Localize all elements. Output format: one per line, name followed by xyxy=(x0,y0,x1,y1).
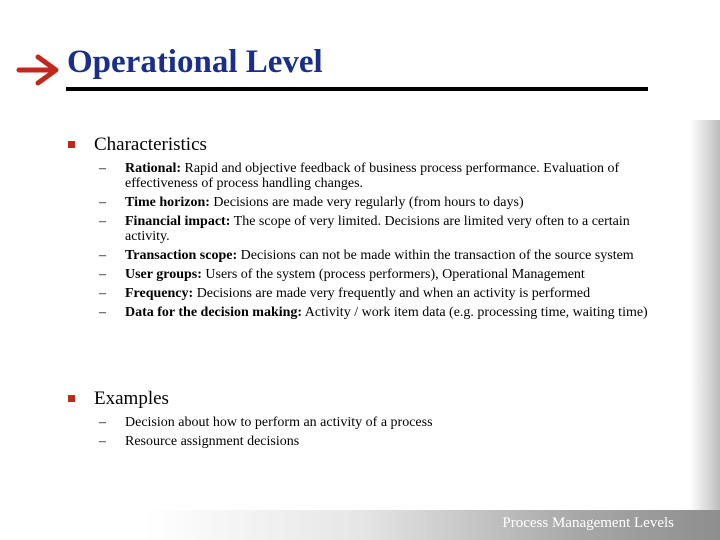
list-item xyxy=(68,415,670,430)
arrow-right-icon xyxy=(16,52,62,88)
characteristics-list xyxy=(68,161,670,320)
item-text: Decision about how to perform an activity of a process xyxy=(125,415,433,430)
item-text: Decisions can not be made within the transaction of the source system xyxy=(237,248,634,263)
item-text: Activity / work item data (e.g. processing time, waiting time) xyxy=(302,305,648,320)
item-label: Time horizon: xyxy=(125,195,210,210)
item-text: Users of the system (process performers), Operational Management xyxy=(201,267,585,282)
item-text: Decisions are made very frequently and when an activity is performed xyxy=(193,286,591,301)
section-heading xyxy=(68,134,670,156)
item-label: Transaction scope: xyxy=(125,248,238,263)
item-text: Decisions are made very regularly (from hours to days) xyxy=(209,195,524,210)
footer-bar xyxy=(0,510,720,540)
list-item xyxy=(68,248,670,263)
section-characteristics xyxy=(68,134,670,324)
section-heading xyxy=(68,388,670,410)
item-text: The scope of very limited. Decisions are limited very often to a certain activity. xyxy=(125,214,630,244)
list-item xyxy=(68,305,670,320)
item-text: Resource assignment decisions xyxy=(125,434,300,449)
dash-bullet: – xyxy=(99,267,106,282)
dash-bullet: – xyxy=(99,161,106,176)
section-heading-text: Characteristics xyxy=(94,134,207,155)
list-item xyxy=(68,214,670,244)
list-item xyxy=(68,434,670,449)
section-examples xyxy=(68,388,670,453)
dash-bullet: – xyxy=(99,195,106,210)
square-bullet-icon xyxy=(68,395,75,402)
item-label: Financial impact: xyxy=(125,214,231,229)
dash-bullet: – xyxy=(99,286,106,301)
title-underline xyxy=(66,87,648,91)
item-text: Rapid and objective feedback of business process performance. Evaluation of effectiveness of process handling changes. xyxy=(125,161,620,191)
dash-bullet: – xyxy=(99,415,106,430)
dash-bullet: – xyxy=(99,434,106,449)
dash-bullet: – xyxy=(99,305,106,320)
dash-bullet: – xyxy=(99,214,106,229)
section-heading-text: Examples xyxy=(94,388,169,409)
list-item xyxy=(68,286,670,301)
list-item xyxy=(68,161,670,191)
item-label: Rational: xyxy=(125,161,181,176)
dash-bullet: – xyxy=(99,248,106,263)
list-item xyxy=(68,267,670,282)
item-label: Data for the decision making: xyxy=(125,305,303,320)
item-label: User groups: xyxy=(125,267,202,282)
examples-list xyxy=(68,415,670,449)
page-title: Operational Level xyxy=(67,44,323,80)
right-edge-shade xyxy=(690,120,720,540)
footer-title: Process Management Levels xyxy=(502,515,674,531)
item-label: Frequency: xyxy=(125,286,194,301)
square-bullet-icon xyxy=(68,141,75,148)
list-item xyxy=(68,195,670,210)
